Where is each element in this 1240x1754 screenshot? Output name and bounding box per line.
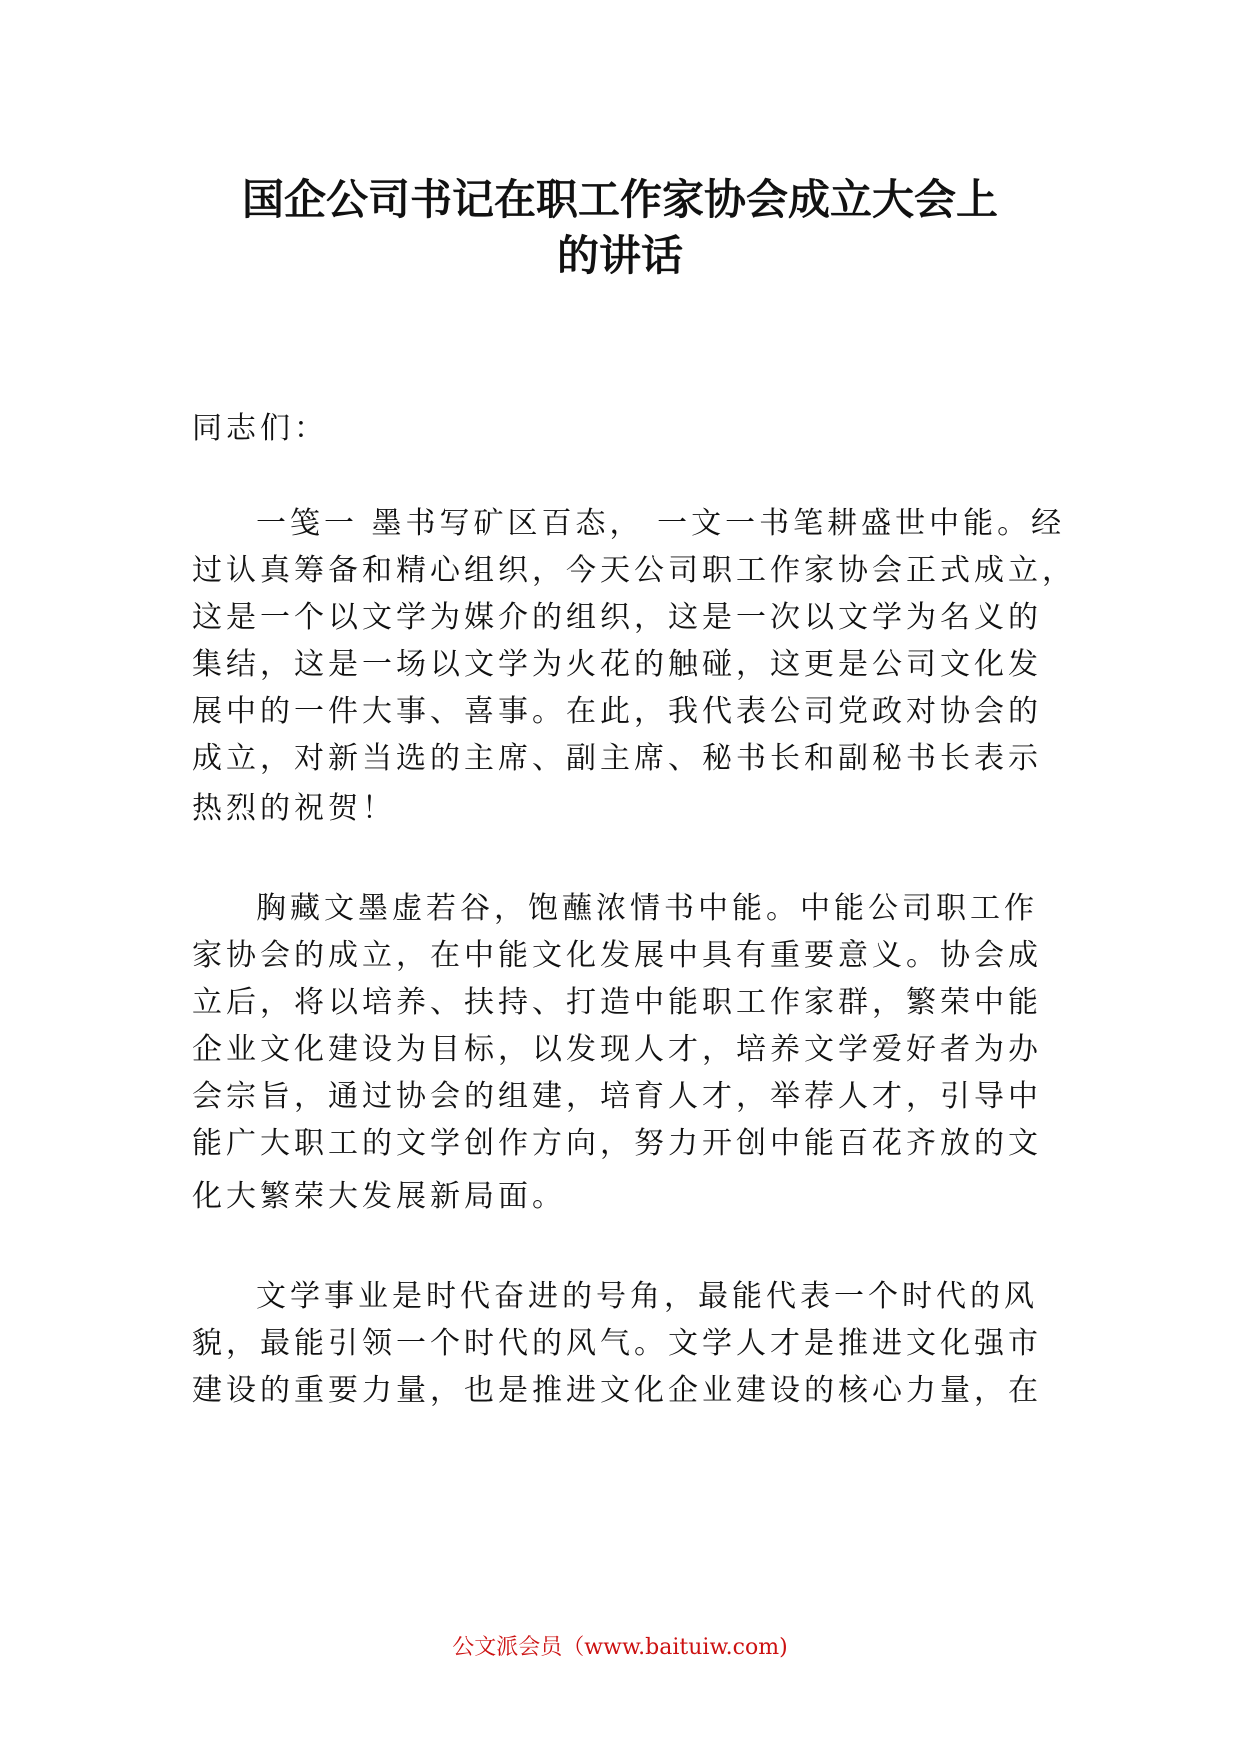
paragraph-2-line: 胸藏文墨虚若谷，饱蘸浓情书中能。中能公司职工作	[256, 891, 1038, 926]
paragraph-2-line: 会宗旨，通过协会的组建，培育人才，举荐人才，引导中	[192, 1079, 1042, 1114]
paragraph-1-line: 集结，这是一场以文学为火花的触碰，这更是公司文化发	[192, 647, 1042, 682]
footer-watermark: 公文派会员（www.baituiw.com)	[452, 1635, 788, 1660]
paragraph-2-line: 家协会的成立，在中能文化发展中具有重要意义。协会成	[192, 938, 1042, 973]
paragraph-1-line: 成立，对新当选的主席、副主席、秘书长和副秘书长表示	[192, 741, 1042, 776]
paragraph-3-line: 建设的重要力量，也是推进文化企业建设的核心力量，在	[192, 1373, 1042, 1408]
paragraph-2-line: 企业文化建设为目标，以发现人才，培养文学爱好者为办	[192, 1032, 1042, 1067]
document-title-line-1: 国企公司书记在职工作家协会成立大会上	[241, 175, 998, 224]
paragraph-1-line: 这是一个以文学为媒介的组织，这是一次以文学为名义的	[192, 600, 1042, 635]
paragraph-2-line: 能广大职工的文学创作方向，努力开创中能百花齐放的文	[192, 1126, 1042, 1161]
paragraph-1-line: 一笺一 墨书写矿区百态， 一文一书笔耕盛世中能。经	[256, 506, 1066, 541]
paragraph-2-line: 立后，将以培养、扶持、打造中能职工作家群，繁荣中能	[192, 985, 1042, 1020]
paragraph-2-line: 化大繁荣大发展新局面。	[192, 1179, 566, 1214]
document-title	[150, 172, 1090, 284]
paragraph-3-line: 文学事业是时代奋进的号角，最能代表一个时代的风	[256, 1279, 1038, 1314]
paragraph-1-line: 过认真筹备和精心组织，今天公司职工作家协会正式成立，	[192, 553, 1076, 588]
paragraph-1-line: 热烈的祝贺！	[192, 791, 396, 826]
document-title-line-2: 的讲话	[556, 231, 683, 280]
paragraph-1-line: 展中的一件大事、喜事。在此，我代表公司党政对协会的	[192, 694, 1042, 729]
paragraph-3-line: 貌，最能引领一个时代的风气。文学人才是推进文化强市	[192, 1326, 1042, 1361]
salutation: 同志们：	[192, 411, 328, 446]
